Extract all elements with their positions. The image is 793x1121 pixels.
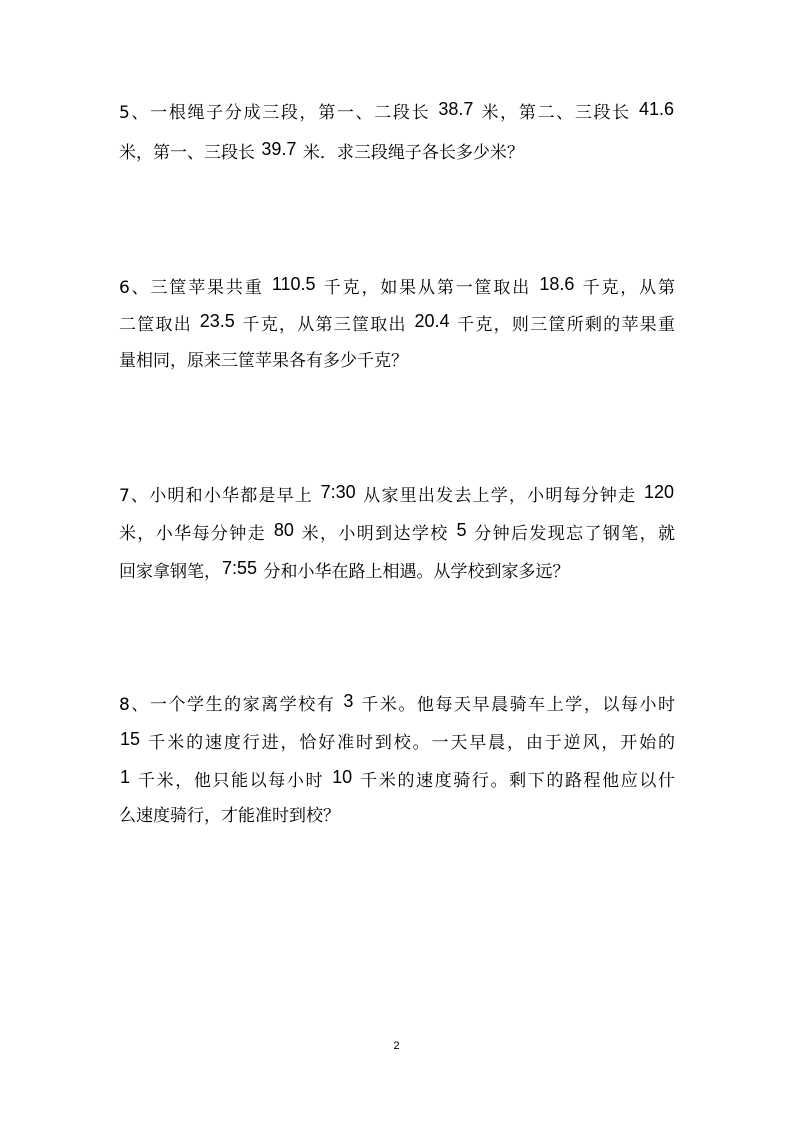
text-segment: 么速度骑行，才能准时到校？ [119,806,340,826]
number-segment: 41.6 [638,99,674,119]
text-segment: 6、三筐苹果共重 [119,278,271,298]
text-segment: 5、一根绳子分成三段，第一、二段长 [119,103,438,123]
text-segment: 回家拿钢笔， [119,562,221,582]
number-segment: 80 [273,520,294,540]
problem-5-line-1 [119,100,675,124]
text-segment: 从家里出发去上学，小明每分钟走 [356,486,643,506]
problem-8-line-4 [119,804,340,828]
text-segment: 千克，从第 [575,278,675,298]
problem-8-line-1 [119,692,675,716]
problem-8-line-3 [119,768,675,792]
number-segment: 7:30 [320,482,356,502]
text-segment: 千克，从第三筐取出 [235,315,414,335]
text-segment: 7、小明和小华都是早上 [119,486,320,506]
text-segment: 8、一个学生的家离学校有 [119,695,343,715]
text-segment: 量相同，原来三筐苹果各有多少千克？ [119,351,408,371]
text-segment: 千克，如果从第一筐取出 [316,278,539,298]
text-segment: 米，小华每分钟走 [119,524,273,544]
problem-6-line-2 [119,312,675,336]
text-segment: 分钟后发现忘了钢笔，就 [467,524,676,544]
text-segment: 千克，则三筐所剩的苹果重 [450,315,676,335]
number-segment: 3 [343,691,354,711]
problem-6-line-3 [119,349,408,373]
problem-8-line-2 [119,730,675,754]
number-segment: 23.5 [199,311,235,331]
number-segment: 20.4 [414,311,450,331]
text-segment: 米，第一、三段长 [119,143,261,163]
text-segment: 二筐取出 [119,315,199,335]
problem-6-line-1 [119,275,675,299]
problem-7-line-2 [119,521,675,545]
number-segment: 1 [120,767,131,787]
number-segment: 110.5 [271,274,316,294]
number-segment: 5 [456,520,467,540]
text-segment: 分和小华在路上相遇。从学校到家多远？ [258,562,570,582]
number-segment: 15 [120,729,141,749]
text-segment: 千米。他每天早晨骑车上学，以每小时 [354,695,675,715]
problem-5-line-2 [119,140,524,164]
number-segment: 120 [643,482,674,502]
problem-7-line-3 [119,559,569,583]
problem-7-line-1 [119,483,675,507]
text-segment: 米，第二、三段长 [474,103,638,123]
number-segment: 7:55 [222,558,258,578]
text-segment: 千米的速度行进，恰好准时到校。一天早晨，由于逆风，开始的 [141,733,675,753]
text-segment: 米，小明到达学校 [294,524,456,544]
text-segment: 米．求三段绳子各长多少米？ [297,143,524,163]
page-number: 2 [393,1040,400,1052]
text-segment: 千米，他只能以每小时 [131,771,332,791]
number-segment: 18.6 [539,274,575,294]
number-segment: 38.7 [438,99,474,119]
number-segment: 39.7 [261,139,297,159]
number-segment: 10 [332,767,353,787]
text-segment: 千米的速度骑行。剩下的路程他应以什 [353,771,676,791]
